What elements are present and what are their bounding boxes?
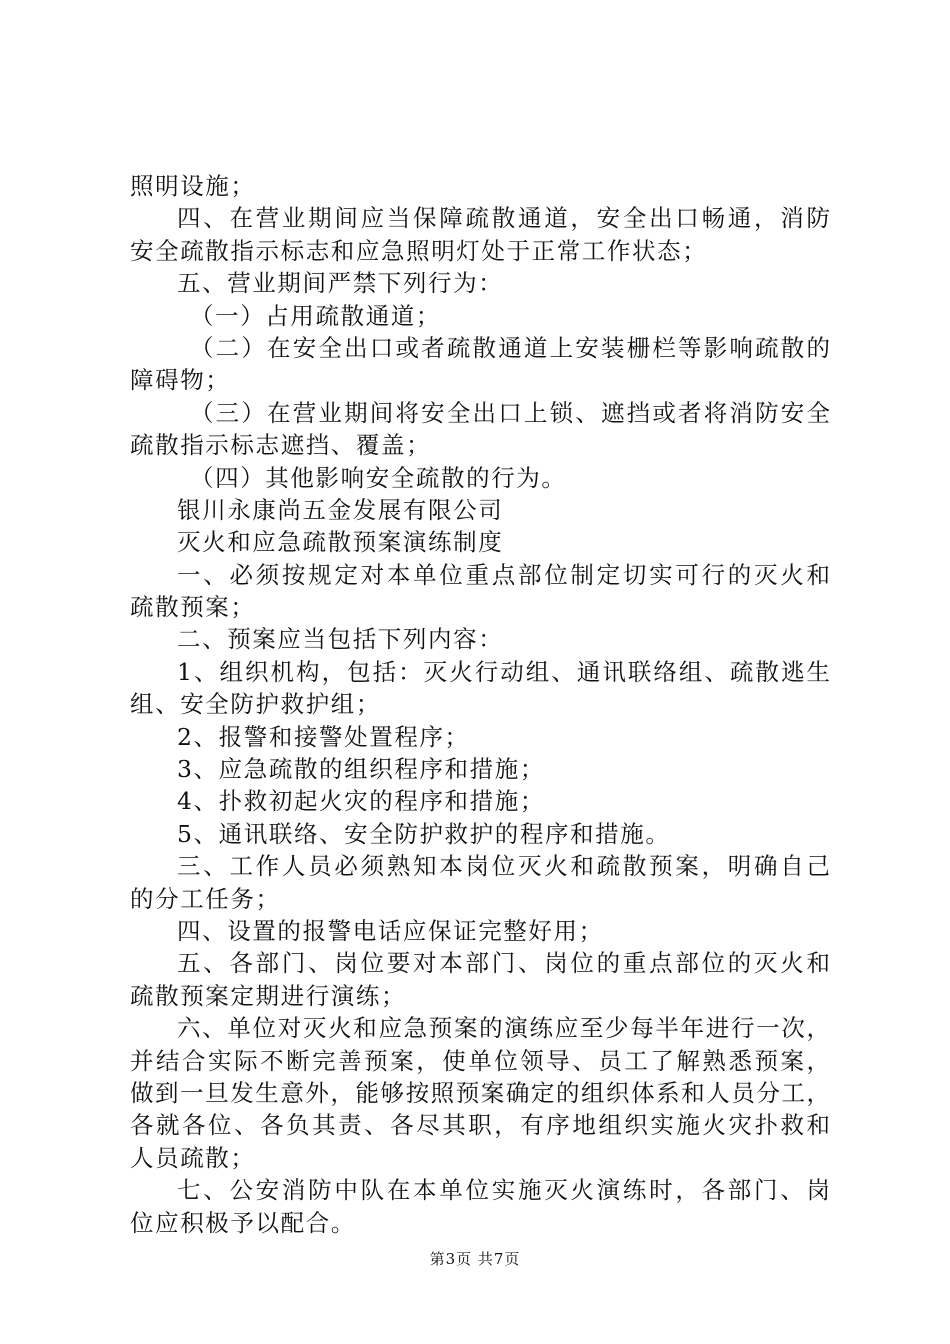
text-line: 位应积极予以配合。 (130, 1208, 356, 1237)
text-line: 五、各部门、岗位要对本部门、岗位的重点部位的灭火和 (177, 949, 830, 978)
text-line: 灭火和应急疏散预案演练制度 (177, 528, 504, 557)
text-line: 七、公安消防中队在本单位实施灭火演练时，各部门、岗 (177, 1176, 830, 1205)
page-number: 第3页 共7页 (429, 1250, 521, 1268)
text-line: 组、安全防护救护组； (130, 690, 381, 719)
text-line: 障碍物； (130, 366, 231, 395)
text-line: 二、预案应当包括下列内容： (177, 625, 504, 654)
text-line: 并结合实际不断完善预案，使单位领导、员工了解熟悉预案， (130, 1046, 830, 1075)
text-line: 3、应急疏散的组织程序和措施； (177, 755, 545, 784)
text-line: 安全疏散指示标志和应急照明灯处于正常工作状态； (130, 236, 708, 265)
text-line: 5、通讯联络、安全防护救护的程序和措施。 (177, 819, 671, 848)
text-line: 各就各位、各负其责、各尽其职，有序地组织实施火灾扑救和 (130, 1111, 830, 1140)
text-line: 一、必须按规定对本单位重点部位制定切实可行的灭火和 (177, 560, 830, 589)
text-line: 四、设置的报警电话应保证完整好用； (177, 916, 604, 945)
text-line: 照明设施； (130, 172, 256, 200)
text-line: 2、报警和接警处置程序； (177, 722, 470, 751)
text-line: （一）占用疏散通道； (190, 301, 441, 330)
text-line: 三、工作人员必须熟知本岗位灭火和疏散预案，明确自己 (177, 852, 830, 881)
text-line: （二）在安全出口或者疏散通道上安装栅栏等影响疏散的 (190, 333, 830, 362)
text-line: （三）在营业期间将安全出口上锁、遮挡或者将消防安全 (190, 398, 830, 427)
text-line: 疏散预案定期进行演练； (130, 981, 407, 1010)
text-line: 人员疏散； (130, 1143, 256, 1172)
text-line: 1、组织机构，包括：灭火行动组、通讯联络组、疏散逃生 (177, 657, 830, 686)
text-line: 银川永康尚五金发展有限公司 (177, 495, 504, 524)
text-line: 4、扑救初起火灾的程序和措施； (177, 787, 545, 816)
text-line: 做到一旦发生意外，能够按照预案确定的组织体系和人员分工， (130, 1078, 830, 1107)
text-line: 五、营业期间严禁下列行为： (177, 269, 504, 298)
document-body (130, 170, 830, 1239)
text-line: 的分工任务； (130, 884, 281, 913)
text-line: 四、在营业期间应当保障疏散通道，安全出口畅通，消防 (177, 204, 830, 233)
text-line: 疏散指示标志遮挡、覆盖； (130, 431, 432, 460)
text-line: 疏散预案； (130, 593, 256, 622)
text-line: （四）其他影响安全疏散的行为。 (190, 463, 567, 492)
text-line: 六、单位对灭火和应急预案的演练应至少每半年进行一次， (177, 1014, 830, 1043)
